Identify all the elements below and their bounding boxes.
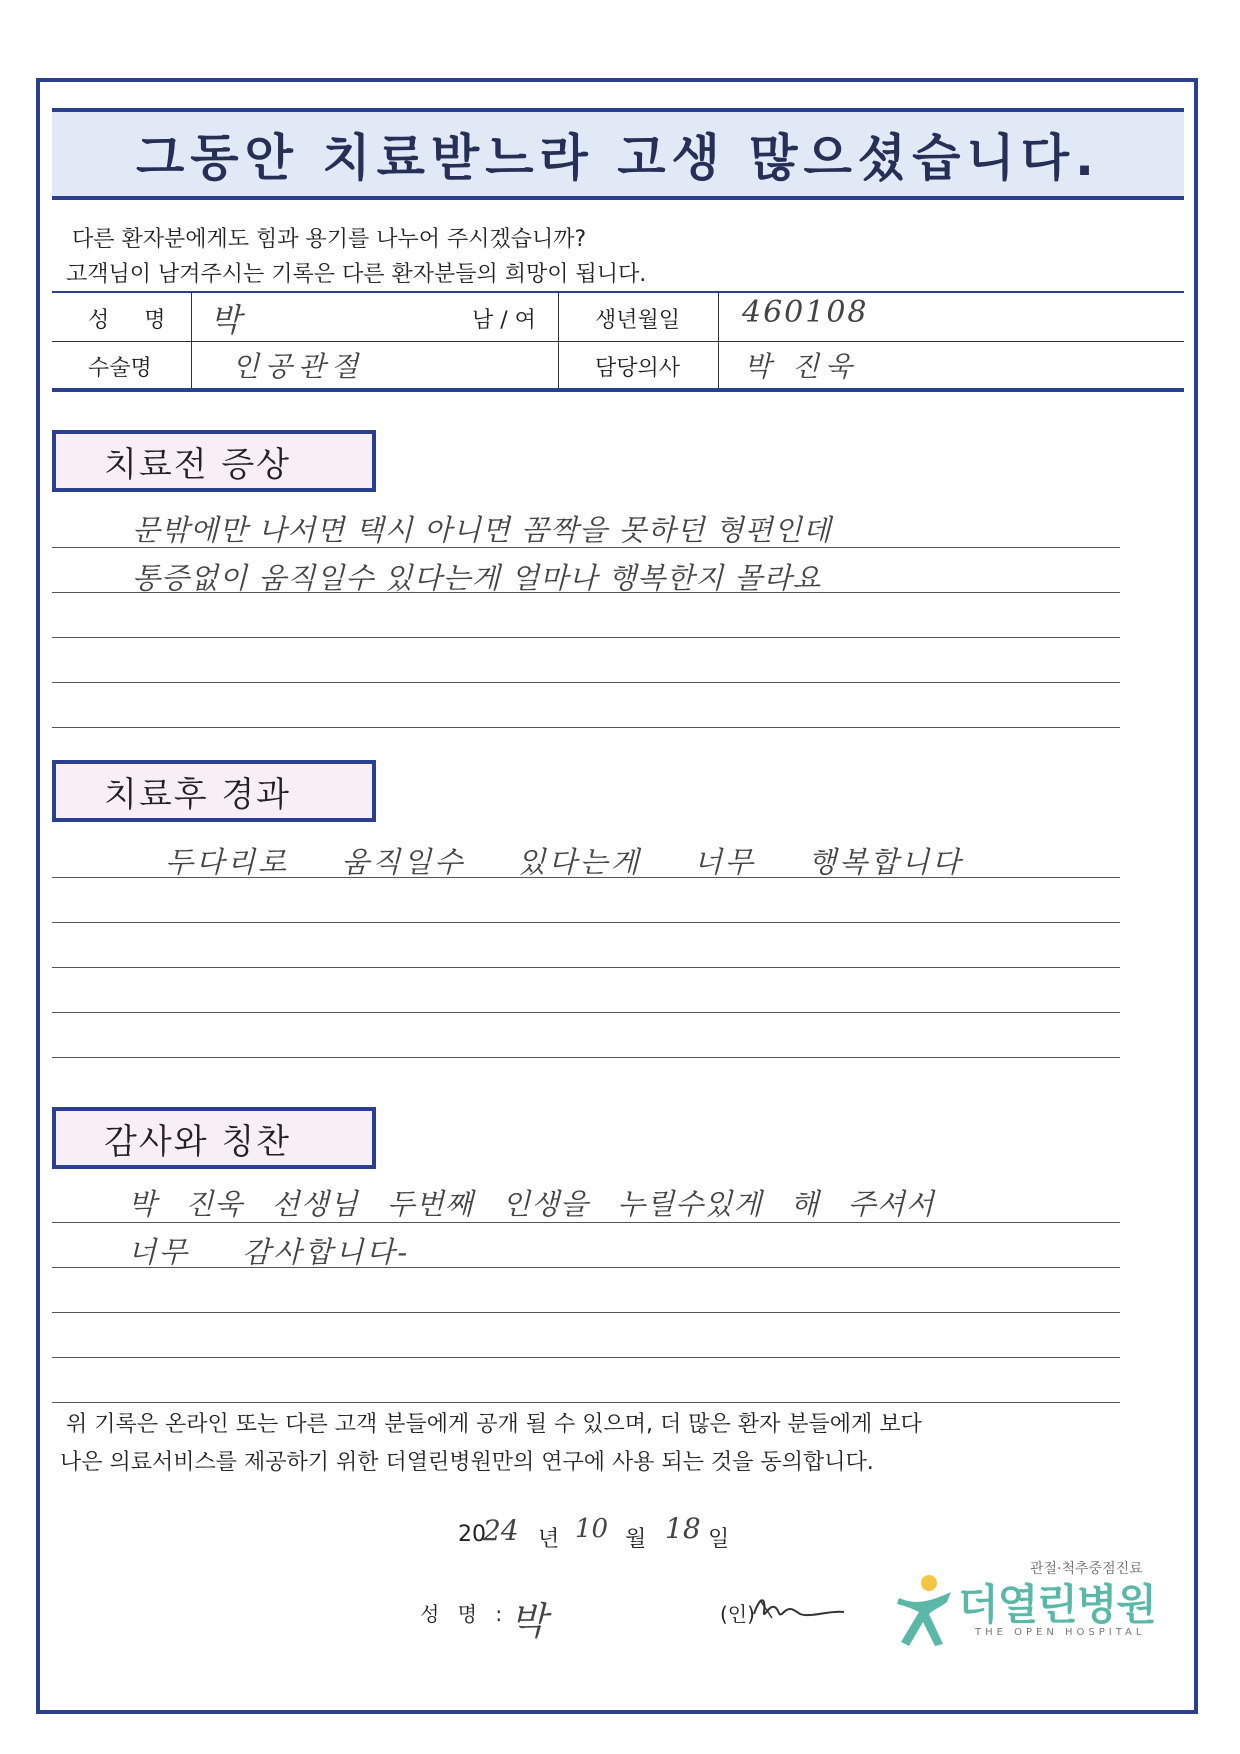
name-value: 박 [210, 301, 241, 339]
title-banner [52, 108, 1184, 200]
surgery-label: 수술명 [88, 356, 152, 381]
doctor-label: 담당의사 [595, 356, 681, 381]
section-thanks-title: 감사와 칭찬 [104, 1121, 292, 1162]
logo-english: THE OPEN HOSPITAL [975, 1627, 1146, 1638]
consent-text [60, 1406, 922, 1482]
intro-text [66, 222, 647, 292]
birth-label: 생년월일 [595, 308, 681, 333]
name-label: 성 명 [88, 308, 180, 333]
consent-line-2: 나은 의료서비스를 제공하기 위한 더열린병원만의 연구에 사용 되는 것을 동의합니다. [60, 1450, 874, 1475]
thanks-line-1: 박 진욱 선생님 두번째 인생을 누릴수있게 해 주셔서 [128, 1187, 935, 1221]
ruled-line [52, 967, 1120, 968]
surgery-value: 인공관절 [232, 350, 365, 383]
ruled-line [52, 1402, 1120, 1403]
page-title: 그동안 치료받느라 고생 많으셨습니다. [135, 129, 1100, 187]
gender-label: 남 / 여 [472, 308, 536, 333]
info-col-divider [718, 293, 719, 388]
date-day-value: 18 [665, 1512, 701, 1545]
signature-label: 성 명 : [420, 1602, 509, 1626]
before-line-2: 통증없이 움직일수 있다는게 얼마나 행복한지 몰라요 [132, 561, 822, 595]
info-row-divider [52, 341, 1184, 342]
seal-label: (인) [720, 1602, 755, 1626]
thanks-line-2: 너무 감사합니다- [128, 1235, 411, 1269]
date-year-label: 년 [538, 1527, 560, 1552]
section-after-title: 치료후 경과 [104, 774, 292, 815]
section-before-title: 치료전 증상 [104, 444, 292, 485]
ruled-line [52, 682, 1120, 683]
date-month-value: 10 [575, 1514, 609, 1544]
date-year-hand: 24 [483, 1514, 519, 1547]
date-year-prefix: 20 [458, 1522, 486, 1547]
section-thanks-header [52, 1107, 376, 1169]
ruled-line [52, 727, 1120, 728]
date-month-label: 월 [625, 1527, 647, 1552]
signature-scribble [750, 1588, 846, 1628]
ruled-line [52, 1357, 1120, 1358]
date-day-label: 일 [708, 1527, 730, 1552]
logo-name: 더열린병원 [958, 1580, 1156, 1629]
ruled-line [52, 1012, 1120, 1013]
section-before-header [52, 430, 376, 492]
info-col-divider [558, 293, 559, 388]
info-col-divider [191, 293, 192, 388]
signature-name: 박 [510, 1599, 547, 1643]
ruled-line [52, 922, 1120, 923]
intro-line-2: 고객님이 남겨주시는 기록은 다른 환자분들의 희망이 됩니다. [66, 262, 647, 287]
before-line-1: 문밖에만 나서면 택시 아니면 꼼짝을 못하던 형편인데 [132, 513, 832, 547]
logo-subtitle: 관절·척추중점진료 [1030, 1561, 1143, 1577]
hospital-logo-icon [895, 1574, 955, 1650]
after-line-1: 두다리로 움직일수 있다는게 너무 행복합니다 [165, 845, 964, 879]
birth-value: 460108 [742, 295, 869, 330]
section-after-header [52, 760, 376, 822]
doctor-value: 박 진욱 [744, 350, 859, 383]
ruled-line [52, 1312, 1120, 1313]
consent-line-1: 위 기록은 온라인 또는 다른 고객 분들에게 공개 될 수 있으며, 더 많은 환자 분들에게 보다 [66, 1412, 922, 1437]
patient-info-table [52, 291, 1184, 392]
ruled-line [52, 637, 1120, 638]
ruled-line [52, 1057, 1120, 1058]
intro-line-1: 다른 환자분에게도 힘과 용기를 나누어 주시겠습니까? [72, 227, 587, 252]
